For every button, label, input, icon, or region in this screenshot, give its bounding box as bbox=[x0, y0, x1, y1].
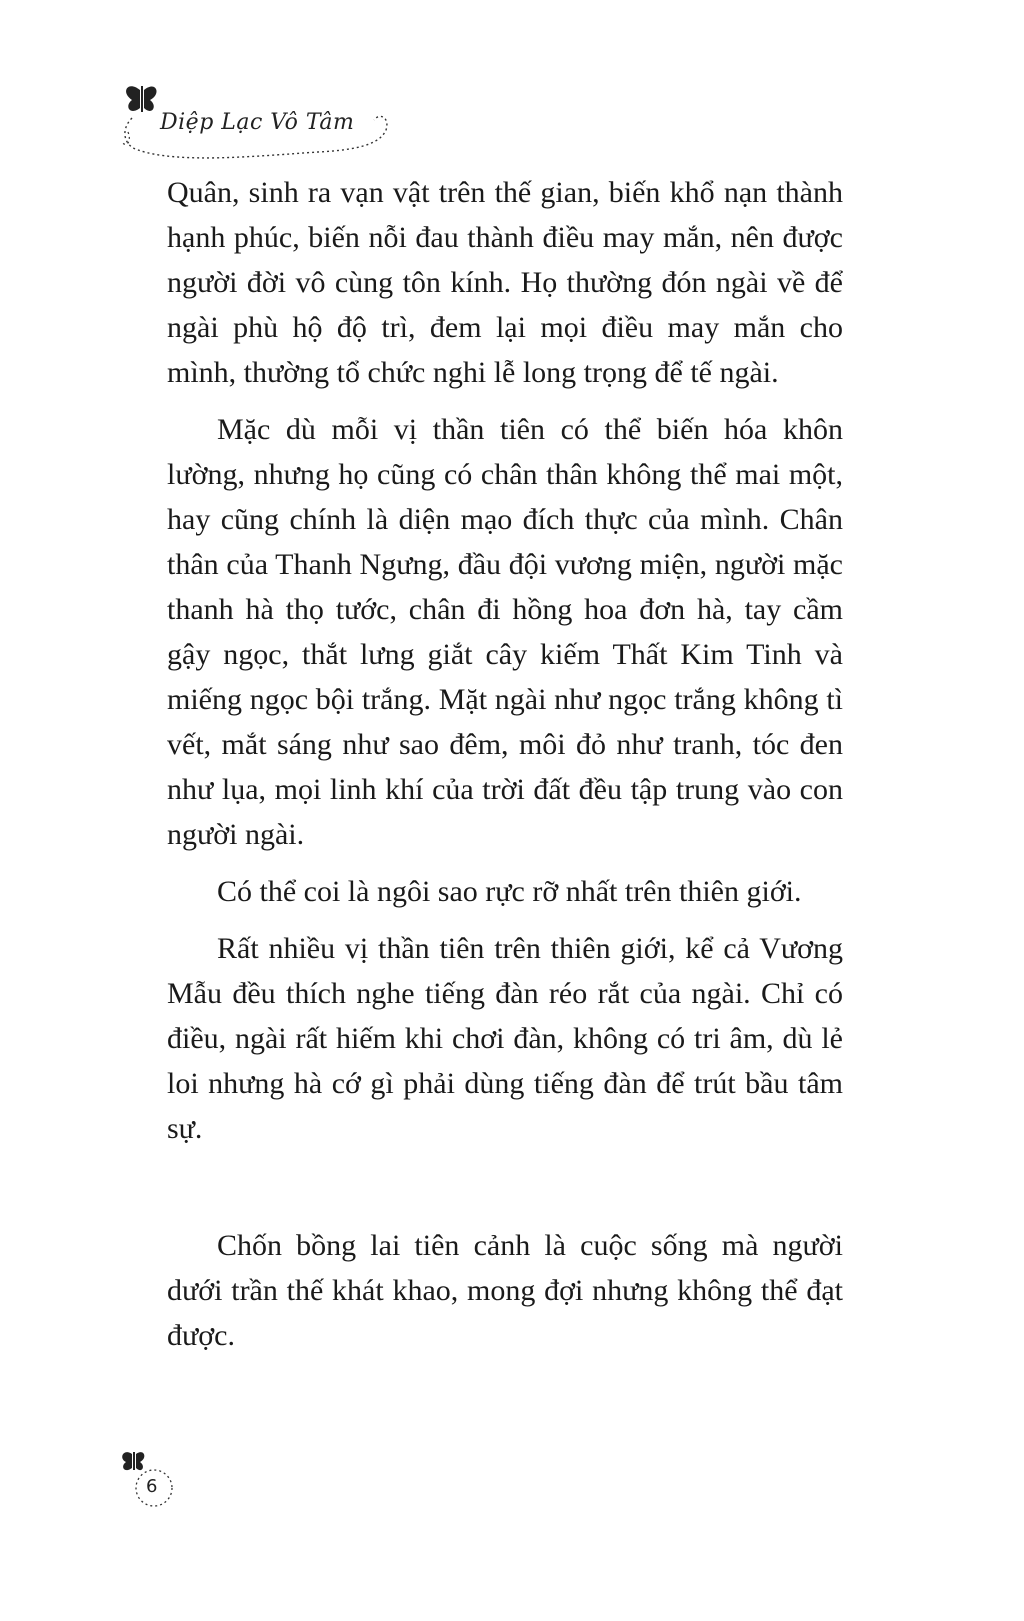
page-number: 6 bbox=[146, 1476, 158, 1497]
paragraph-5: Chốn bồng lai tiên cảnh là cuộc sống mà người dưới trần thế khát khao, mong đợi nhưng không thể đạt được. bbox=[167, 1229, 843, 1352]
running-header bbox=[118, 72, 408, 172]
paragraph-1: Quân, sinh ra vạn vật trên thế gian, biến khổ nạn thành hạnh phúc, biến nỗi đau thành điều may mắn, nên được người đời vô cùng tôn kính. Họ thường đón ngài về để ngài phù hộ độ trì, đem lại mọi điều may mắn cho mình, thường tổ chức nghi lễ long trọng để tế ngài. bbox=[167, 176, 843, 389]
paragraph-4: Rất nhiều vị thần tiên trên thiên giới, kể cả Vương Mẫu đều thích nghe tiếng đàn réo rắt của ngài. Chỉ có điều, ngài rất hiếm khi chơi đàn, không có tri âm, dù lẻ loi nhưng hà cớ gì phải dùng tiếng đàn để trút bầu tâm sự. bbox=[167, 932, 843, 1145]
paragraph-3: Có thể coi là ngôi sao rực rỡ nhất trên thiên giới. bbox=[217, 875, 802, 908]
page-body bbox=[167, 170, 843, 1370]
paragraph-2: Mặc dù mỗi vị thần tiên có thể biến hóa khôn lường, nhưng họ cũng có chân thân không thể mai một, hay cũng chính là diện mạo đích thực của mình. Chân thân của Thanh Ngưng, đầu đội vương miện, người mặc thanh hà thọ tước, chân đi hồng hoa đơn hà, tay cầm gậy ngọc, thắt lưng giắt cây kiếm Thất Kim Tinh và miếng ngọc bội trắng. Mặt ngài như ngọc trắng không tì vết, mắt sáng như sao đêm, môi đỏ như tranh, tóc đen như lụa, mọi linh khí của trời đất đều tập trung vào con người ngài. bbox=[167, 413, 843, 851]
page-footer bbox=[118, 1448, 198, 1518]
header-title: Diệp Lạc Vô Tâm bbox=[160, 110, 355, 135]
butterfly-footer-icon bbox=[118, 1448, 198, 1518]
